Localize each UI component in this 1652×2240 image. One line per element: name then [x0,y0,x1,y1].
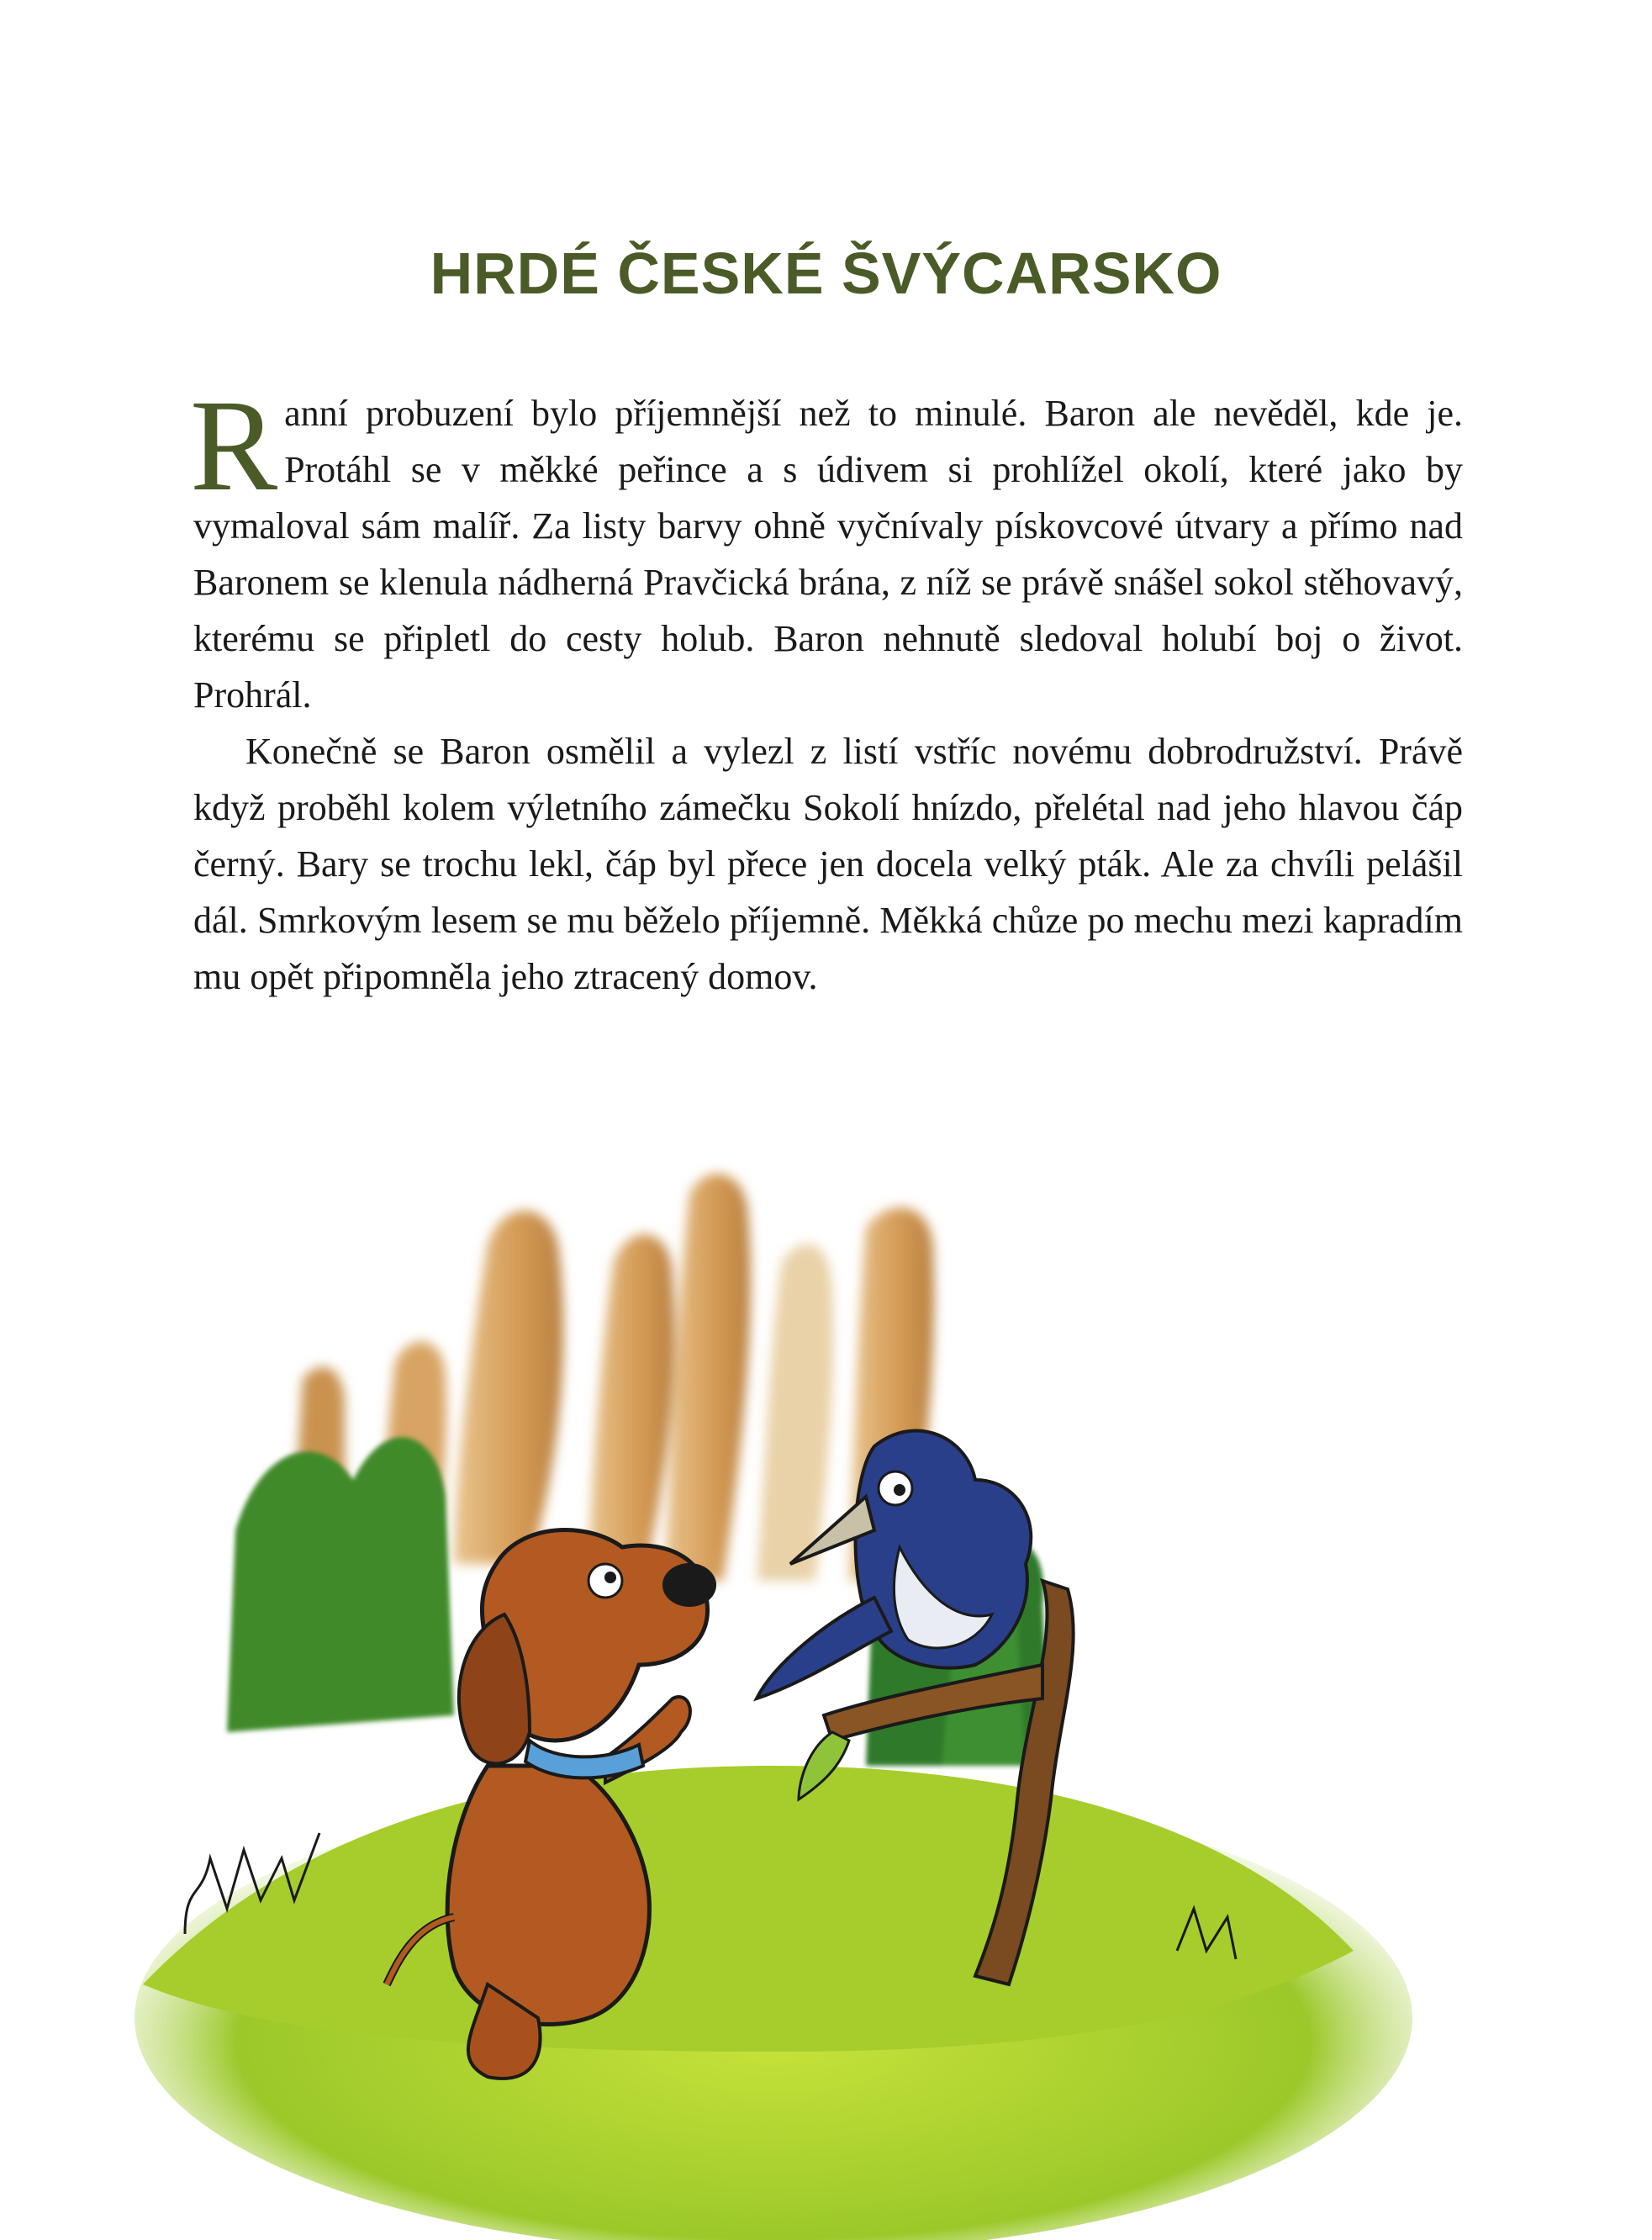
chapter-title: HRDÉ ČESKÉ ŠVÝCARSKO [430,240,1222,306]
paragraph-1 [190,372,1463,723]
grass-meadow [135,1766,1412,2240]
story-text [190,372,1463,1005]
paragraph-2: Konečně se Baron osmělil a vylezl z listí vstříc novému dobrodružství. Právě když proběhl kolem výletního zámečku Sokolí hnízdo, přelétal nad jeho hlavou čáp černý. Bary se trochu lekl, čáp byl přece jen docela velký pták. Ale za chvíli pelášil dál. Smrkovým lesem se mu běželo příjemně. Měkká chůze po mechu mezi kapradím mu opět připomněla jeho ztracený domov. [193,731,1463,997]
paragraph-1-text: anní probuzení bylo příjemnější než to minulé. Baron ale nevěděl, kde je. Protáhl se v měkké peřince a s údivem si prohlížel okolí, které jako by vymaloval sám malíř. Za listy barvy ohně vyčnívaly pískovcové útvary a přímo nad Baronem se klenula nádherná Pravčická brána, z níž se právě snášel sokol stěhovavý, kterému se připletl do cesty holub. Baron nehnutě sledoval holubí boj o život. Prohrál. [193,393,1463,716]
drop-cap: R [190,372,278,518]
story-illustration [135,1127,1480,2240]
